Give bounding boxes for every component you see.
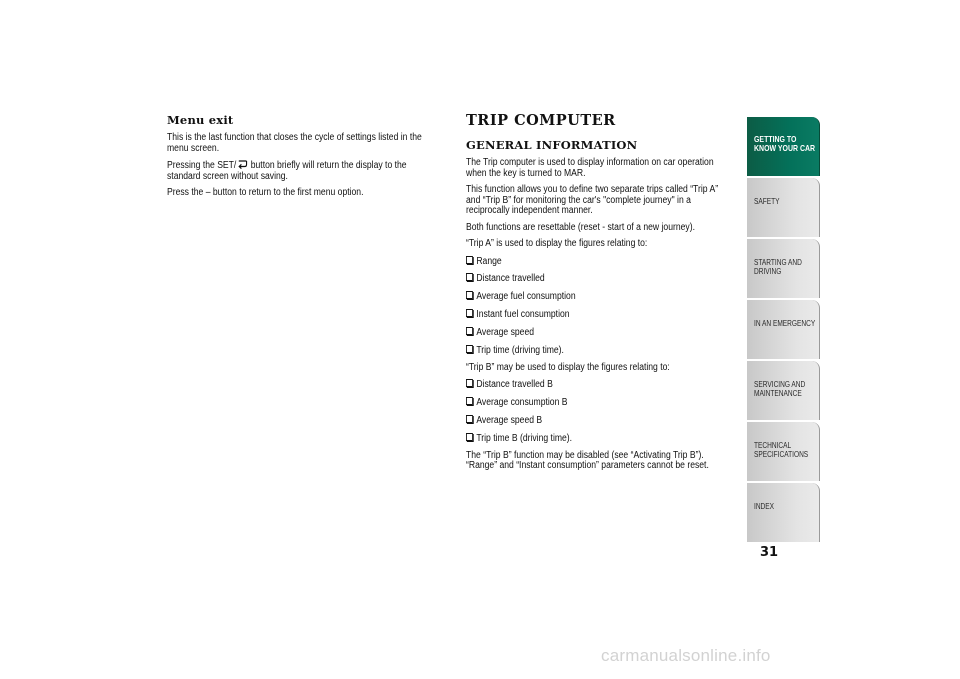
list-item: Range: [466, 256, 727, 268]
general-information-heading: GENERAL INFORMATION: [466, 138, 638, 152]
checkbox-bullet-icon: [466, 397, 473, 405]
tab-getting-to-know-your-car[interactable]: GETTING TO KNOW YOUR CAR: [747, 117, 820, 176]
list-item: Distance travelled B: [466, 379, 727, 391]
list-item: Average fuel consumption: [466, 291, 727, 303]
list-item: Instant fuel consumption: [466, 309, 727, 321]
checkbox-bullet-icon: [466, 415, 473, 423]
checkbox-bullet-icon: [466, 309, 473, 317]
section-tabs: [747, 117, 820, 544]
checkbox-bullet-icon: [466, 379, 473, 387]
menu-exit-section: [167, 108, 435, 205]
tab-index[interactable]: INDEX: [747, 483, 820, 542]
trip-b-note: The “Trip B” function may be disabled (see “Activating Trip B”). “Range” and “Instant consumption” parameters cannot be reset.: [466, 449, 709, 472]
tab-safety[interactable]: SAFETY: [747, 178, 820, 237]
trip-paragraph-2: This function allows you to define two separate trips called “Trip A” and “Trip B” for monitoring the car's "complete journey" in a reciprocally independent manner.: [466, 184, 719, 216]
trip-computer-title: TRIP COMPUTER: [466, 112, 616, 129]
tab-in-an-emergency[interactable]: IN AN EMERGENCY: [747, 300, 820, 359]
watermark: carmanualsonline.info: [601, 646, 771, 665]
return-arrow-icon: [237, 160, 247, 169]
list-item: Average consumption B: [466, 397, 727, 409]
checkbox-bullet-icon: [466, 273, 473, 281]
checkbox-bullet-icon: [466, 327, 473, 335]
trip-paragraph-3: Both functions are resettable (reset - start of a new journey).: [466, 221, 695, 233]
set-button-explanation: button briefly will return the display to the standard screen without saving.: [167, 160, 407, 182]
tab-servicing-and-maintenance[interactable]: SERVICING AND MAINTENANCE: [747, 361, 820, 420]
menu-exit-paragraph-2: [167, 160, 434, 182]
list-item: Trip time (driving time).: [466, 345, 727, 357]
trip-paragraph-1: The Trip computer is used to display information on car operation when the key is turned to MAR.: [466, 157, 714, 179]
list-item: Average speed B: [466, 415, 727, 427]
trip-a-intro: “Trip A” is used to display the figures relating to:: [466, 238, 648, 249]
checkbox-bullet-icon: [466, 345, 473, 353]
list-item: Distance travelled: [466, 273, 727, 285]
trip-b-intro: “Trip B” may be used to display the figures relating to:: [466, 361, 670, 373]
checkbox-bullet-icon: [466, 291, 473, 299]
set-button-text: Pressing the SET/: [167, 160, 237, 171]
menu-exit-paragraph-3: Press the – button to return to the first menu option.: [167, 187, 364, 198]
page-number: 31: [760, 545, 779, 560]
tab-starting-and-driving[interactable]: STARTING AND DRIVING: [747, 239, 820, 298]
checkbox-bullet-icon: [466, 433, 473, 441]
trip-computer-section: [466, 108, 728, 478]
tab-technical-specifications[interactable]: TECHNICAL SPECIFICATIONS: [747, 422, 820, 481]
list-item: Average speed: [466, 327, 727, 339]
checkbox-bullet-icon: [466, 256, 473, 264]
menu-exit-heading: Menu exit: [167, 113, 234, 127]
list-item: Trip time B (driving time).: [466, 433, 727, 445]
menu-exit-paragraph-1: This is the last function that closes the cycle of settings listed in the menu screen.: [167, 132, 422, 154]
